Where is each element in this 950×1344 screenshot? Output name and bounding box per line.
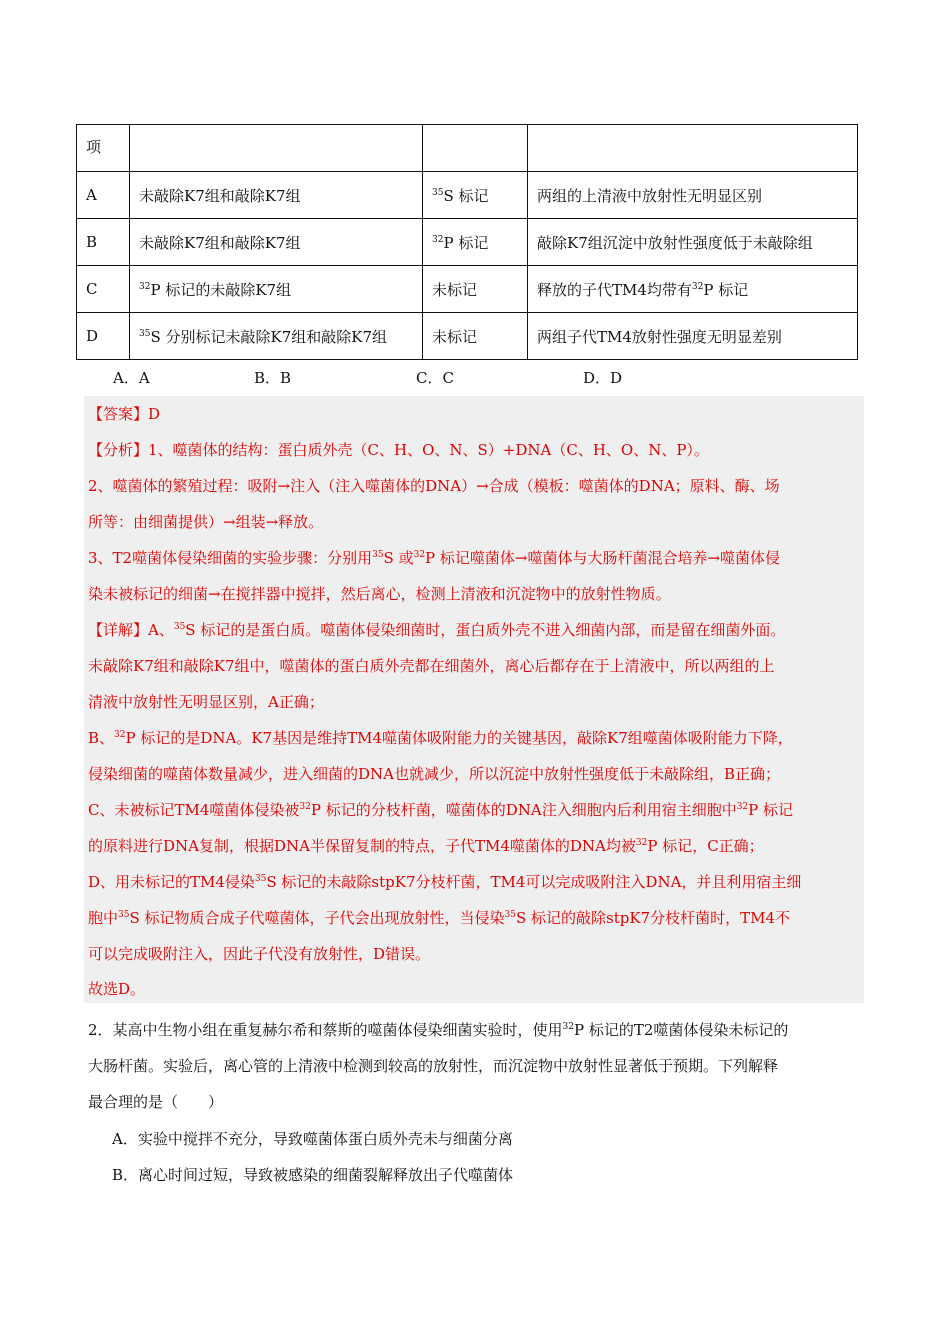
group-cell: 未敲除K7组和敲除K7组 [130,172,423,219]
detail-line: C、未被标记TM4噬菌体侵染被$^{32}$P 标记的分枝杆菌，噬菌体的DNA注入细胞内后利用宿主细胞中$^{32}$P 标记 [88,801,794,819]
detail-line: 未敲除K7组和敲除K7组中，噬菌体的蛋白质外壳都在细菌外，离心后都存在于上清液中，所以两组的上 [88,657,775,675]
mark-cell: 未标记 [423,266,528,313]
mark-text: P 标记 [443,233,489,252]
table-header-row [77,125,858,172]
question-2-option-a: A．实验中搅拌不充分，导致噬菌体蛋白质外壳未与细菌分离 [112,1130,513,1148]
analysis-line: 3、T2噬菌体侵染细菌的实验步骤：分别用$^{35}$S 或$^{32}$P 标记噬菌体→噬菌体与大肠杆菌混合培养→噬菌体侵 [88,549,781,567]
detail-line: 可以完成吸附注入，因此子代没有放射性，D错误。 [88,945,431,963]
header-cell-option: 项 [77,125,130,172]
group-text: S 分别标记未敲除K7组和敲除K7组 [150,327,387,346]
question-2-line: 2．某高中生物小组在重复赫尔希和蔡斯的噬菌体侵染细菌实验时，使用$^{32}$P 标记的T2噬菌体侵染未标记的 [88,1021,789,1039]
group-text: P 标记的未敲除K7组 [150,280,292,299]
question-2-line: 最合理的是（ ） [88,1093,224,1111]
result-cell: 敲除K7组沉淀中放射性强度低于未敲除组 [528,219,858,266]
result-cell: 两组子代TM4放射性强度无明显差别 [528,313,858,360]
option-cell: A [77,172,130,219]
detail-line: 【详解】A、$^{35}$S 标记的是蛋白质。噬菌体侵染细菌时，蛋白质外壳不进入细菌内部，而是留在细菌外面。 [88,621,786,639]
answer-line: 【答案】D [88,405,161,423]
group-cell [130,266,423,313]
option-cell: C [77,266,130,313]
isotope-sup: 35 [432,187,444,198]
option-cell: D [77,313,130,360]
result-cell: 两组的上清液中放射性无明显区别 [528,172,858,219]
isotope-sup: 32 [691,281,704,292]
isotope-sup: 32 [432,234,444,245]
table-row [77,172,858,219]
detail-line: 胞中$^{35}$S 标记物质合成子代噬菌体，子代会出现放射性，当侵染$^{35}$S 标记的敲除stpK7分枝杆菌时，TM4不 [88,909,790,927]
option-a: A．A [113,369,150,387]
analysis-line: 【分析】1、噬菌体的结构：蛋白质外壳（C、H、O、N、S）+DNA（C、H、O、N、P）。 [88,441,709,459]
result-text: 释放的子代TM4均带有 [537,280,692,299]
result-cell [528,266,858,313]
mark-cell [423,172,528,219]
detail-line: D、用未标记的TM4侵染$^{35}$S 标记的未敲除stpK7分枝杆菌，TM4可以完成吸附注入DNA，并且利用宿主细 [88,873,802,891]
analysis-line: 染未被标记的细菌→在搅拌器中搅拌，然后离心，检测上清液和沉淀物中的放射性物质。 [88,585,671,603]
group-cell: 未敲除K7组和敲除K7组 [130,219,423,266]
option-d: D．D [583,369,623,387]
option-b: B．B [254,369,292,387]
answer-explanation [84,396,864,1003]
mark-text: S 标记 [443,186,489,205]
table-row [77,313,858,360]
option-c: C．C [416,369,454,387]
answer-options [113,367,813,389]
detail-line: 的原料进行DNA复制，根据DNA半保留复制的特点，子代TM4噬菌体的DNA均被$^{32}$P 标记，C正确； [88,837,764,855]
isotope-sup: 32 [139,281,151,292]
option-cell: B [77,219,130,266]
question-2-option-b: B．离心时间过短，导致被感染的细菌裂解释放出子代噬菌体 [112,1166,514,1184]
header-cell-group [130,125,423,172]
analysis-line: 2、噬菌体的繁殖过程：吸附→注入（注入噬菌体的DNA）→合成（模板：噬菌体的DNA；原料、酶、场 [88,477,780,495]
question-2-line: 大肠杆菌。实验后，离心管的上清液中检测到较高的放射性，而沉淀物中放射性显著低于预期。下列解释 [88,1057,779,1075]
detail-line: 清液中放射性无明显区别，A正确； [88,693,324,711]
detail-line: 侵染细菌的噬菌体数量减少，进入细菌的DNA也就减少，所以沉淀中放射性强度低于未敲除组，B正确； [88,765,781,783]
conclusion-line: 故选D。 [88,980,146,998]
mark-cell [423,219,528,266]
isotope-sup: 35 [139,328,151,339]
header-cell-result [528,125,858,172]
result-text: P 标记 [703,280,749,299]
group-cell [130,313,423,360]
header-cell-mark [423,125,528,172]
table-row [77,266,858,313]
table-row [77,219,858,266]
analysis-line: 所等：由细菌提供）→组装→释放。 [88,513,324,531]
mark-cell: 未标记 [423,313,528,360]
detail-line: B、$^{32}$P 标记的是DNA。K7基因是维持TM4噬菌体吸附能力的关键基因，敲除K7组噬菌体吸附能力下降， [88,729,793,747]
experiment-table [76,124,858,360]
